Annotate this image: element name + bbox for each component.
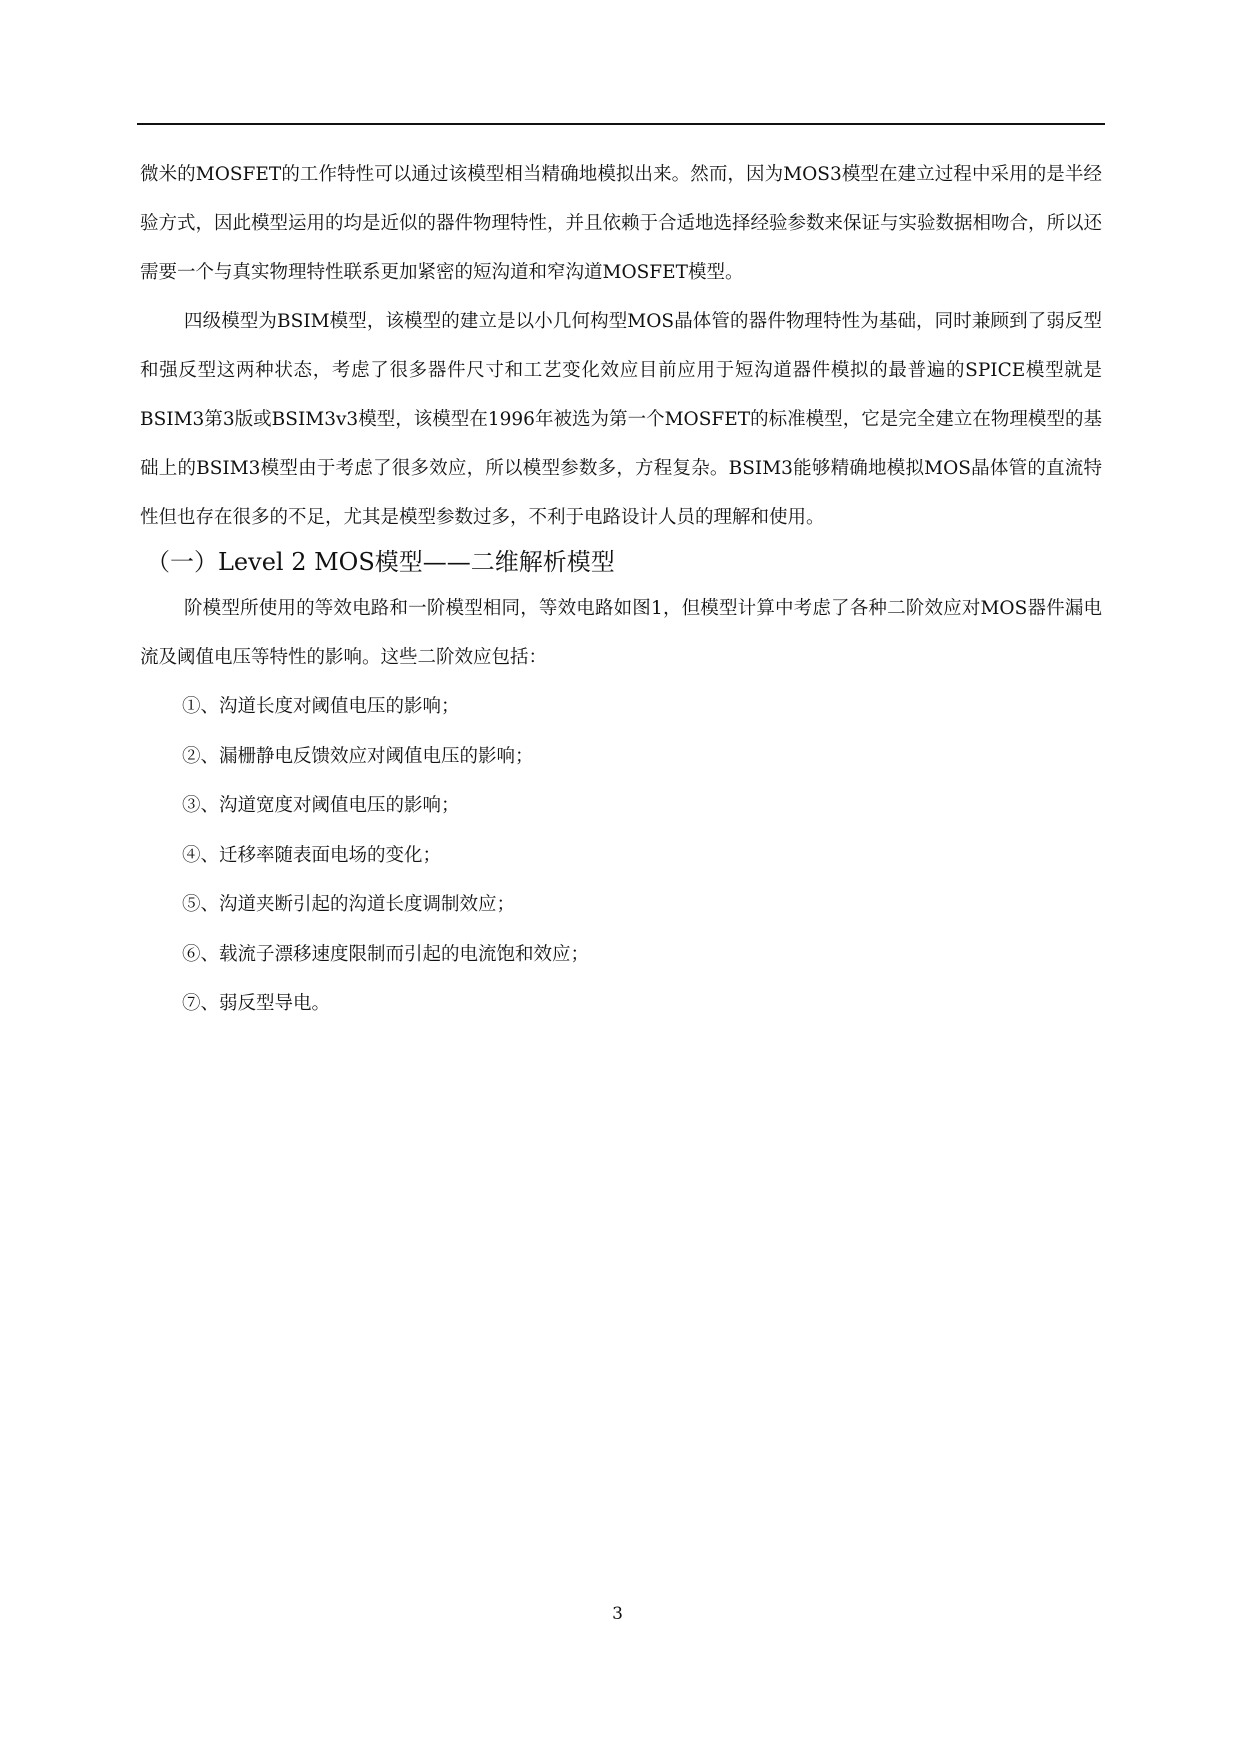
list-item: ②、漏栅静电反馈效应对阈值电压的影响； [182,745,534,767]
body-paragraph: 四级模型为BSIM模型，该模型的建立是以小几何构型MOS晶体管的器件物理特性为基础，同时兼顾到了弱反型和强反型这两种状态，考虑了很多器件尺寸和工艺变化效应目前应用于短沟道器件模拟的最普遍的SPICE模型就是BSIM3第3版或BSIM3v3模型，该模型在1996年被选为第一个MOSFET的标准模型，它是完全建立在物理模型的基础上的BSIM3模型由于考虑了很多效应，所以模型参数多，方程复杂。BSIM3能够精确地模拟MOS晶体管的直流特性但也存在很多的不足，尤其是模型参数过多，不利于电路设计人员的理解和使用。 [140,311,1102,528]
page-number: 3 [612,1604,623,1624]
body-paragraph: 阶模型所使用的等效电路和一阶模型相同，等效电路如图1，但模型计算中考虑了各种二阶效应对MOS器件漏电流及阈值电压等特性的影响。这些二阶效应包括： [140,598,1102,668]
body-paragraph: 微米的MOSFET的工作特性可以通过该模型相当精确地模拟出来。然而，因为MOS3模型在建立过程中采用的是半经验方式，因此模型运用的均是近似的器件物理特性，并且依赖于合适地选择经验参数来保证与实验数据相吻合，所以还需要一个与真实物理特性联系更加紧密的短沟道和窄沟道MOSFET模型。 [140,164,1103,283]
page-body [140,150,1102,1029]
list-item: ③、沟道宽度对阈值电压的影响； [182,795,460,816]
section-heading: （一）Level 2 MOS模型——二维解析模型 [146,548,615,576]
list-item: ④、迁移率随表面电场的变化； [182,844,442,866]
effects-list [140,682,1102,1029]
list-item: ①、沟道长度对阈值电压的影响； [182,696,460,717]
list-item: ⑦、弱反型导电。 [182,993,331,1014]
header-rule [137,123,1105,125]
list-item: ⑥、载流子漂移速度限制而引起的电流饱和效应； [182,943,590,965]
list-item: ⑤、沟道夹断引起的沟道长度调制效应； [182,894,516,915]
